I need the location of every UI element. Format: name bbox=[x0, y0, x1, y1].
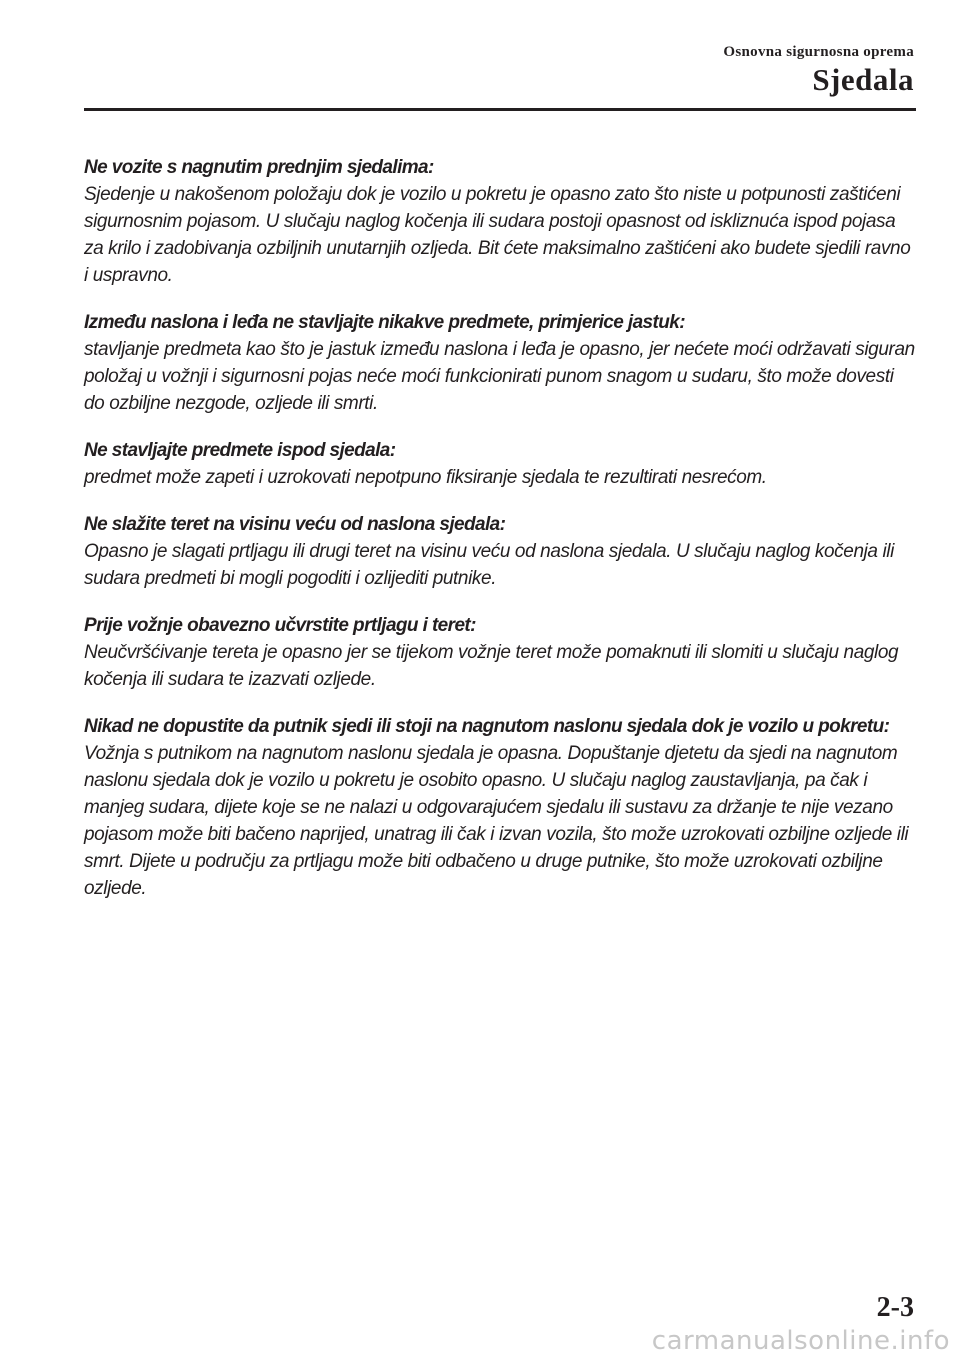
warning-text: Vožnja s putnikom na nagnutom naslonu sjedala je opasna. Dopuštanje djetetu da sjedi na nagnutom naslonu sjedala dok je vozilo u pokretu je osobito opasno. U slučaju naglog zaustavljanja, pa čak i manjeg sudara, dijete koje se ne nalazi u odgovarajućem sjedalu ili sustavu za držanje te nije vezano pojasom može biti bačeno naprijed, unatrag ili čak i izvan vozila, što može uzrokovati ozbiljne ozljede ili smrt. Dijete u području za prtljagu može biti odbačeno u druge putnike, što može uzrokovati ozbiljne ozljede. bbox=[84, 743, 909, 899]
watermark-text: carmanualsonline.info bbox=[651, 1326, 950, 1356]
page-number: 2-3 bbox=[876, 1292, 914, 1323]
warning-title: Ne slažite teret na visinu veću od naslona sjedala: bbox=[84, 514, 506, 535]
chapter-title: Sjedala bbox=[812, 62, 914, 97]
warning-title: Između naslona i leđa ne stavljajte nikakve predmete, primjerice jastuk: bbox=[84, 312, 685, 333]
warning-title: Ne stavljajte predmete ispod sjedala: bbox=[84, 440, 396, 461]
warning-block bbox=[84, 437, 918, 491]
warning-text: predmet može zapeti i uzrokovati nepotpuno fiksiranje sjedala te rezultirati nesrećom. bbox=[84, 467, 767, 488]
warning-text: Opasno je slagati prtljagu ili drugi teret na visinu veću od naslona sjedala. U slučaju naglog kočenja ili sudara predmeti bi mogli pogoditi i ozlijediti putnike. bbox=[84, 541, 894, 589]
warning-title: Prije vožnje obavezno učvrstite prtljagu i teret: bbox=[84, 615, 476, 636]
warning-text: stavljanje predmeta kao što je jastuk između naslona i leđa je opasno, jer nećete moći održavati siguran položaj u vožnji i sigurnosni pojas neće moći funkcionirati punom snagom u sudaru, što može dovesti do ozbiljne nezgode, ozljede ili smrti. bbox=[84, 339, 915, 414]
warning-block bbox=[84, 713, 918, 902]
section-title: Osnovna sigurnosna oprema bbox=[723, 44, 914, 60]
warning-block bbox=[84, 612, 918, 693]
warning-text: Sjedenje u nakošenom položaju dok je vozilo u pokretu je opasno zato što niste u potpunosti zaštićeni sigurnosnim pojasom. U slučaju naglog kočenja ili sudara postoji opasnost od iskliznuća ispod pojasa za krilo i zadobivanja ozbiljnih unutarnjih ozljeda. Bit ćete maksimalno zaštićeni ako budete sjedili ravno i uspravno. bbox=[84, 184, 911, 286]
warning-text: Neučvršćivanje tereta je opasno jer se tijekom vožnje teret može pomaknuti ili slomiti u slučaju naglog kočenja ili sudara te izazvati ozljede. bbox=[84, 642, 899, 690]
warning-block bbox=[84, 511, 918, 592]
warning-block bbox=[84, 309, 918, 417]
warning-title: Nikad ne dopustite da putnik sjedi ili stoji na nagnutom naslonu sjedala dok je vozilo u pokretu: bbox=[84, 716, 890, 737]
header-divider bbox=[84, 108, 916, 111]
warning-title: Ne vozite s nagnutim prednjim sjedalima: bbox=[84, 157, 434, 178]
warnings-content bbox=[84, 154, 918, 922]
warning-block bbox=[84, 154, 918, 289]
